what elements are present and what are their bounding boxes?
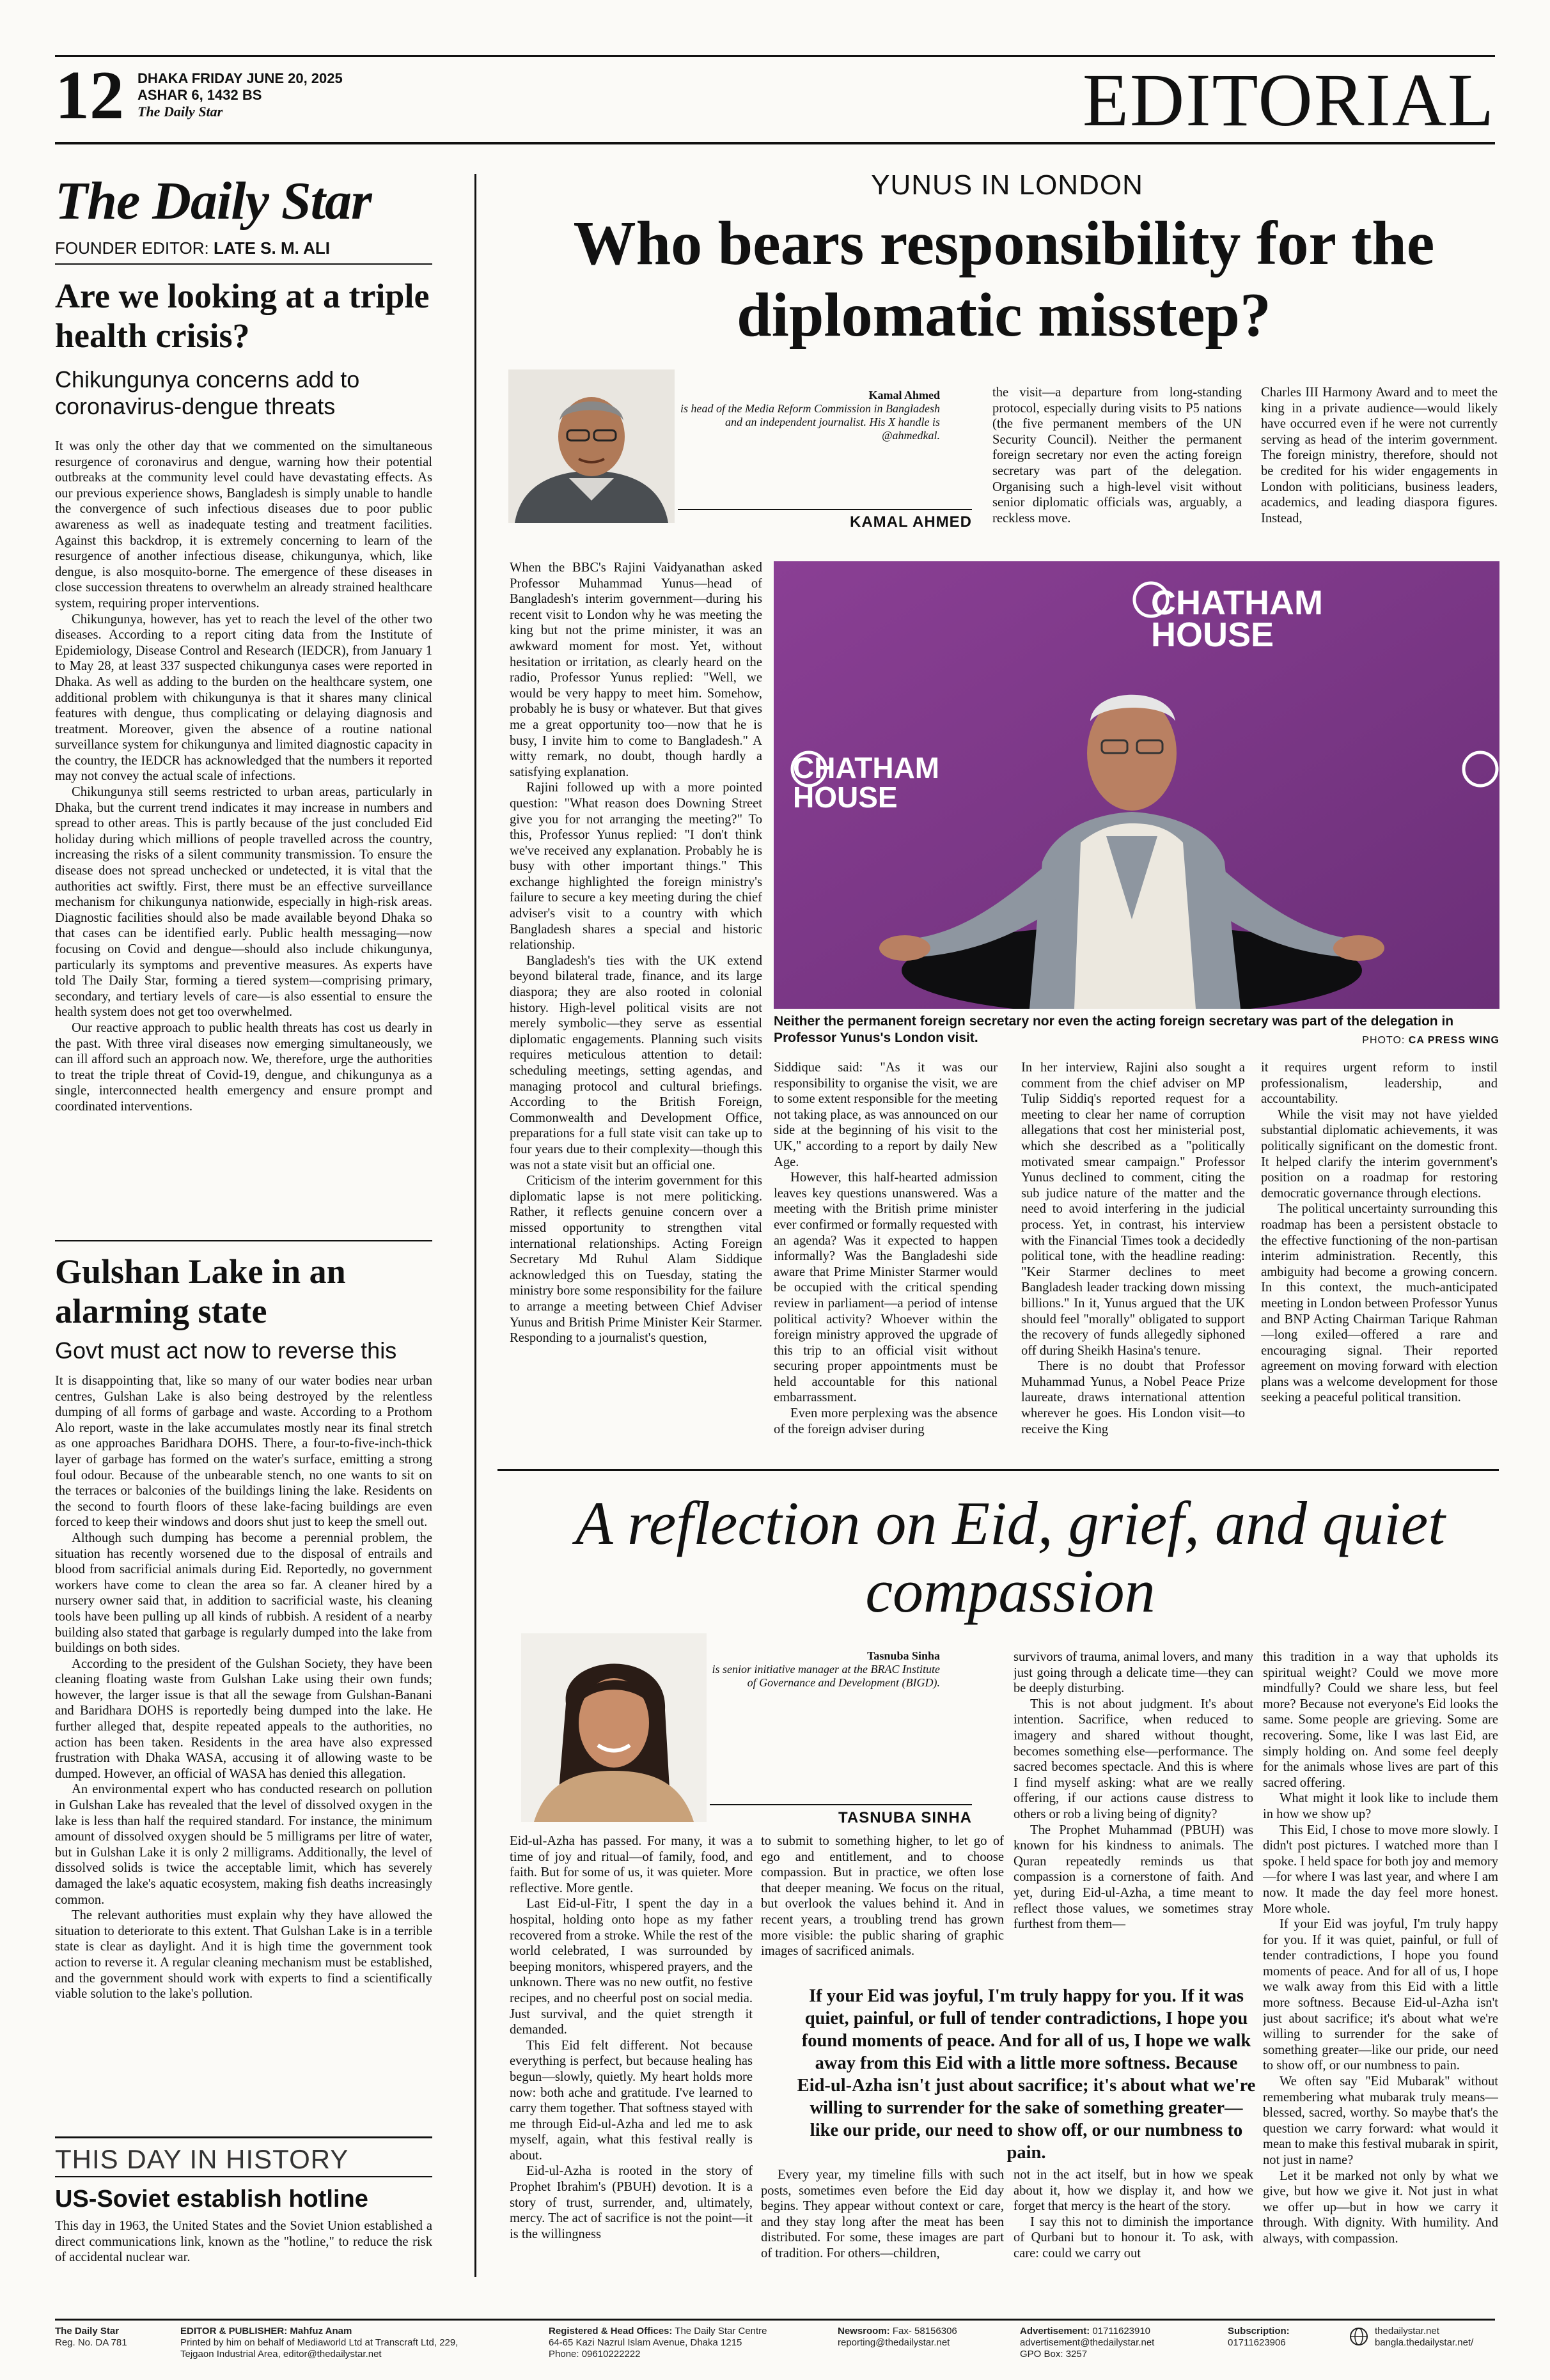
footer-rule (55, 2319, 1495, 2321)
paragraph: Even more perplexing was the absence of the foreign adviser during (774, 1406, 998, 1436)
paragraph: Every year, my timeline fills with such posts, sometimes even before the Eid day begins. They appear without context or care, and they stay long after the meat has been distributed. For some, these images are part of tradition. For others—children, (761, 2168, 1004, 2260)
article-2-col1 (510, 1833, 753, 2281)
article-1-col4 (1261, 1060, 1498, 1452)
column-divider (474, 174, 476, 2277)
founder-name: LATE S. M. ALI (214, 238, 330, 258)
divider (55, 2136, 432, 2138)
article-2-col4 (1263, 1649, 1498, 2281)
footer-subscription (1228, 2326, 1330, 2349)
paragraph: The relevant authorities must explain why they have allowed the situation to deteriorate to this extent. That Gulshan Lake is in a terrible state is clear as daylight. And it is high time the government took action to reverse it. A regular cleaning mechanism must be established, and the government should work with experts to find a scientifically viable solution to the lake's pollution. (55, 1908, 432, 2002)
editorial-1-headline: Are we looking at a triple health crisis? (55, 277, 430, 355)
footer-newsroom-email: reporting@thedailystar.net (838, 2337, 950, 2348)
article-2-headline: A reflection on Eid, grief, and quiet compassion (575, 1489, 1445, 1625)
paragraph: This Eid, I chose to move more slowly. I didn't post pictures. I watched more than I spoke. I held space for both joy and memory—for where I was last year, and where I am now. It made the day feel more honest. More whole. (1263, 1823, 1498, 1916)
author-name: Kamal Ahmed (868, 389, 940, 401)
this-day-headline: US-Soviet establish hotline (55, 2186, 368, 2213)
paragraph: Our reactive approach to public health threats has cost us dearly in the past. With three viral diseases now emerging simultaneously, we can ill afford such an approach now. We, therefore, urge the authorities to treat the triple threat of Covid-19, dengue, and chikungunya as a single, interconnected health emergency and ensure prompt and coordinated interventions. (55, 1020, 432, 1114)
byline-2: TASNUBA SINHA (838, 1809, 972, 1826)
footer-ad-gpo: GPO Box: 3257 (1020, 2349, 1088, 2360)
footer-office-name: The Daily Star Centre (675, 2326, 767, 2337)
byline-rule (678, 509, 972, 510)
paragraph: The Prophet Muhammad (PBUH) was known for his kindness to animals. The Quran repeatedly reminds us that compassion is a cornerstone of faith. And yet, during Eid-ul-Azha, a time meant to reflect those values, we sometimes stray furthest from them— (1014, 1823, 1253, 1932)
article-2-col2-bottom (761, 2167, 1004, 2281)
paragraph: Chikungunya still seems restricted to urban areas, particularly in Dhaka, but the current trend indicates it may increase in numbers and spread to other areas. This is partly because of the just concluded Eid holiday during which millions of people travelled across the country, increasing the risks of a silent community transmission. To ensure the disease does not spread unchecked or undetected, it is vital that the authorities act swiftly. First, there must be an effective surveillance mechanism for chikungunya nationwide, especially in high-risk areas. Diagnostic facilities should also be made available beyond Dhaka so that cases can be identified early. Public health messaging—now focusing on Covid and dengue—should also include chikungunya, particularly its symptoms and preventive measures. As experts have told The Daily Star, forming a tiered system—comprising primary, secondary, and tertiary levels of care—is also essential to ensure the health system does not get too overwhelmed. (55, 785, 432, 1020)
footer-web-2[interactable]: bangla.thedailystar.net/ (1375, 2337, 1474, 2348)
author-description: is head of the Media Reform Commission in Bangladesh and an independent journalist. His X handle is @ahmedkal. (680, 402, 940, 442)
author-photo-kamal-ahmed (508, 369, 675, 523)
paragraph: What might it look like to include them in how we show up? (1263, 1791, 1498, 1821)
photo-credit (1343, 1034, 1499, 1047)
paragraph: If your Eid was joyful, I'm truly happy for you. If it was quiet, painful, or full of tender contradictions, I hope you found moments of peace. And for all of us, I hope we walk away from this Eid with a little more softness. Because Eid-ul-Azha isn't just about sacrifice; it's about what we're willing to surrender for the sake of something greater—like our pride, our need to show off, or our numbness to pain. (1263, 1917, 1498, 2073)
footer-sub-label: Subscription: (1228, 2326, 1290, 2337)
paragraph: However, this half-hearted admission leaves key questions unanswered. Was a meeting with the British prime minister ever confirmed or formally requested with an agenda? Was it expected to happen informally? Was the Bangladeshi side aware that Prime Minister Starmer would be occupied with the critical spending review in parliament—a period of intense political activity? Whoever within the foreign ministry approved the upgrade of this trip to an official visit without securing proper appointments must be held accountable for this national embarrassment. (774, 1171, 998, 1405)
bangla-date: ASHAR 6, 1432 BS (137, 87, 262, 103)
paragraph: In her interview, Rajini also sought a comment from the chief adviser on MP Tulip Siddiq's reported request for a meeting to clear her name of corruption allegations that cost her ministerial post, which she described as a "politically motivated smear campaign." Professor Yunus declined to comment, citing the sub judice nature of the matter and the need to avoid interfering in the judicial process. Yet, in contrast, his interview with the Financial Times took a decidedly political tone, with the headline reading: "Keir Starmer declines to meet Bangladesh leader tracking down missing billions." In it, Yunus argued that the UK should feel "morally" obligated to support the recovery of funds allegedly siphoned off during Sheikh Hasina's tenure. (1021, 1061, 1245, 1358)
paragraph: Eid-ul-Azha is rooted in the story of Prophet Ibrahim's (PBUH) devotion. It is a story of trust, surrender, and, ultimately, mercy. The act of sacrifice is not the point—it is the willingness (510, 2164, 753, 2241)
footer-reg: Reg. No. DA 781 (55, 2337, 127, 2348)
paragraph: Criticism of the interim government for this diplomatic lapse is not mere politicking. Rather, it reflects genuine concern over a missed opportunity to strengthen vital international relationships. Acting Foreign Secretary Md Ruhul Alam Siddique acknowledged this on Tuesday, stating the ministry bore some responsibility for the failure to arrange a meeting between Chief Adviser Yunus and British Prime Minister Keir Starmer. Responding to a journalist's question, (510, 1174, 762, 1346)
footer-printed: Printed by him on behalf of Mediaworld Ltd at Transcraft Ltd, 229, (180, 2337, 458, 2348)
author-name: Tasnuba Sinha (867, 1649, 940, 1662)
editorial-2-subhead: Govt must act now to reverse this (55, 1337, 397, 1364)
byline-1: KAMAL AHMED (850, 513, 972, 531)
photo-credit-source: CA PRESS WING (1408, 1035, 1499, 1046)
footer-printed-2: Tejgaon Industrial Area, editor@thedailystar.net (180, 2349, 382, 2360)
article-1-col3 (1021, 1060, 1245, 1452)
article-1-top-col2 (992, 385, 1242, 545)
header-rule (55, 142, 1495, 144)
footer-editor-label: EDITOR & PUBLISHER: (180, 2326, 288, 2337)
date-block (137, 70, 343, 120)
paragraph: There is no doubt that Professor Muhammad Yunus, a Nobel Peace Prize laureate, draws international attention wherever he goes. His London visit—to receive the King (1021, 1359, 1245, 1436)
portrait-illustration (508, 369, 675, 523)
founder-rule (55, 263, 432, 265)
paragraph: It is disappointing that, like so many of our water bodies near urban centres, Gulshan Lake is also being destroyed by the relentless dumping of all forms of garbage and waste. According to a Prothom Alo report, waste in the lake accumulates mostly near its final stretch as one approaches Baridhara DOHS. There, a four-to-five-inch-thick layer of garbage has formed on the water's surface, emitting a strong foul odour. Because of the unbearable stench, no one wants to sit on the terraces or balconies of the buildings lining the lake. Residents on the second to fourth floors of these lake-facing buildings are even forced to keep their windows and doors shut just to keep the smell out. (55, 1374, 432, 1530)
footer-web (1375, 2326, 1496, 2349)
byline-rule (710, 1804, 972, 1805)
paragraph: While the visit may not have yielded substantial diplomatic achievements, it was politically significant on the domestic front. It helped clarify the interim government's position on a roadmap for restoring democratic governance through elections. (1261, 1107, 1498, 1201)
footer-advertisement (1020, 2326, 1212, 2360)
paragraph: I say this not to diminish the importance of Qurbani but to honour it. To ask, with care: could we carry out (1014, 2214, 1253, 2260)
paragraph: Charles III Harmony Award and to meet the king in a private audience—would likely have occurred even if he were not currently serving as head of the interim government. The foreign ministry, therefore, should not be credited for his wider engagements in London with politicians, business leaders, academics, and leading diaspora figures. Instead, (1261, 385, 1498, 525)
founder-label: FOUNDER EDITOR: (55, 238, 209, 258)
footer-office-label: Registered & Head Offices: (549, 2326, 673, 2337)
this-day-title: THIS DAY IN HISTORY (55, 2144, 349, 2174)
article-divider (497, 1469, 1499, 1471)
article-1-headline: Who bears responsibility for the diplomatic misstep? (573, 209, 1435, 350)
paragraph: The political uncertainty surrounding this roadmap has been a persistent obstacle to the effective functioning of the non-partisan interim administration. Recently, this ambiguity had become a growing concern. In this context, the much-anticipated meeting in London between Professor Yunus and BNP Acting Chairman Tarique Rahman—long exiled—offered a rare and encouraging signal. Their reported agreement on moving forward with election plans was a welcome development for those seeking a peaceful political transition. (1261, 1202, 1498, 1405)
paragraph: Bangladesh's ties with the UK extend beyond bilateral trade, finance, and its large diaspora; they are also rooted in colonial history. High-level political visits are not merely symbolic—they serve as essential diplomatic engagements. Planning such visits requires meticulous attention to detail: scheduling meetings, setting agendas, and managing protocol and cultural briefings. According to the British Foreign, Commonwealth and Development Office, preparations for a full state visit can take up to four years due to their complexity—though this was not a state visit but an official one. (510, 953, 762, 1172)
paragraph: Siddique said: "As it was our responsibility to organise the visit, we are to some extent responsible for the meeting not taking place, as was announced on our side at the beginning of his visit to the UK," according to a report by daily New Age. (774, 1061, 998, 1169)
divider (55, 1240, 432, 1241)
footer-office-address: 64-65 Kazi Nazrul Islam Avenue, Dhaka 1215 (549, 2337, 742, 2348)
masthead-logo: The Daily Star (55, 171, 372, 231)
paragraph: This day in 1963, the United States and the Soviet Union established a direct communications link, known as the "hotline," to reduce the risk of accidental nuclear war. (55, 2219, 432, 2265)
footer-phone: Phone: 09610222222 (549, 2349, 641, 2360)
header-brand: The Daily Star (137, 104, 223, 120)
footer-editor-name: Mahfuz Anam (290, 2326, 352, 2337)
paragraph: An environmental expert who has conducted research on pollution in Gulshan Lake has revealed that the level of dissolved oxygen in the lake is less than half the required standard. For instance, the minimum amount of dissolved oxygen should be 5 milligrams per litre of water, but in Gulshan Lake it is only 2 milligrams. Additionally, the level of dissolved solids is twice the acceptable limit, which has severely damaged the lake's aquatic ecosystem, making fish deaths increasingly common. (55, 1782, 432, 1907)
divider (55, 2176, 432, 2177)
founder-line (55, 238, 330, 258)
paragraph: Although such dumping has become a perennial problem, the situation has recently worsened due to the disposal of entrails and blood from sacrificial animals during Eid. Reportedly, no government workers have come to clean the area so far. A cleaner hired by a nursery owner said that, in addition to sacrificial waste, his cleaning tools have been pulling up all kinds of rubbish. A resident of a nearby building also stated that garbage is regularly dumped into the lake from buildings on both sides. (55, 1530, 432, 1656)
paragraph: Rajini followed up with a more pointed question: "What reason does Downing Street give you for not arranging the meeting?" To this, Professor Yunus replied: "I don't think we've received any explanation. Probably he is busy with other important things." This exchange highlighted the foreign ministry's failure to secure a key meeting during the chief adviser's visit to a country with which Bangladesh shares a special and historic relationship. (510, 781, 762, 953)
editorial-2-headline: Gulshan Lake in an alarming state (55, 1252, 346, 1330)
footer-newsroom-fax: Fax- 58156306 (892, 2326, 957, 2337)
paragraph: Last Eid-ul-Fitr, I spent the day in a hospital, holding onto hope as my father recovered from a stroke. While the rest of the world celebrated, I was surrounded by beeping monitors, whispered prayers, and the unknown. There was no new outfit, no festive recipes, and no cheerful post on social media. Just survival, and the quiet strength it demanded. (510, 1897, 753, 2037)
paragraph: This Eid felt different. Not because everything is perfect, but because healing has begun—slowly, quietly. My heart holds more now: both ache and gratitude. I've learned to carry them together. That softness stayed with me through Eid-ul-Azha and led me to ask myself, again, what this festival really is about. (510, 2038, 753, 2163)
photo-credit-label: PHOTO: (1362, 1035, 1405, 1046)
footer-office (549, 2326, 804, 2360)
date-line: DHAKA FRIDAY JUNE 20, 2025 (137, 70, 343, 86)
paragraph: When the BBC's Rajini Vaidyanathan asked Professor Muhammad Yunus—head of Bangladesh's interim government—during his recent visit to London why he was meeting the king but not the prime minister, it was an awkward moment for most. Yet, without hesitation or irritation, as clearly heard on the radio, Professor Yunus replied: "Well, we would be very happy to meet him. Somehow, probably he is busy or whatever. But that gives me a great opportunity too—now that he is busy, I invite him to come to Bangladesh." A witty remark, no doubt, though hardly a satisfying explanation. (510, 561, 762, 779)
editorial-1-body (55, 439, 432, 1229)
paragraph: the visit—a departure from long-standing protocol, especially during visits to P5 nations (the five permanent members of the UN Security Council). Neither the permanent foreign secretary nor even the acting foreign secretary was part of the delegation. Organising such a high-level visit without senior diplomatic officials was, arguably, a reckless move. (992, 385, 1242, 525)
article-1-col2 (774, 1060, 998, 1452)
article-1-top-col3 (1261, 385, 1498, 545)
editorial-1-subhead: Chikungunya concerns add to coronavirus-dengue threats (55, 366, 360, 419)
footer-ad-label: Advertisement: (1020, 2326, 1090, 2337)
photo-sign-left: CHATHAM HOUSE (793, 751, 940, 814)
paragraph: Eid-ul-Azha has passed. For many, it was a time of joy and ritual—of family, food, and faith. But for some of us, it was quieter. More reflective. More gentle. (510, 1834, 753, 1895)
footer-newsroom (838, 2326, 1004, 2349)
globe-icon (1349, 2327, 1368, 2346)
footer-web-1[interactable]: thedailystar.net (1375, 2326, 1439, 2337)
article-1-kicker: YUNUS IN LONDON (871, 169, 1143, 201)
footer-newsroom-label: Newsroom: (838, 2326, 890, 2337)
page-number: 12 (55, 58, 124, 134)
paragraph: Let it be marked not only by what we give, but how we give it. Not just in what we offer up—but in how we carry it through. With dignity. With humility. And always, with compassion. (1263, 2168, 1498, 2246)
main-photo (774, 561, 1499, 1009)
author-bio-2 (710, 1649, 940, 1690)
paragraph: According to the president of the Gulshan Society, they have been cleaning floating waste from Gulshan Lake using their own funds; however, the larger issue is that all the sewage from Gulshan-Banani and Baridhara DOHS is reportedly being dumped into the lake. He further alleged that, despite repeated appeals to the authorities, no action has been taken. Residents in the area have also expressed frustration with Dhaka WASA, accusing it of allowing waste to be dumped. However, an official of WASA has denied this allegation. (55, 1656, 432, 1781)
paragraph: not in the act itself, but in how we speak about it, how we display it, and how we forget that mercy is the heart of the story. (1014, 2168, 1253, 2214)
article-2-col3-top (1014, 1649, 1253, 1969)
portrait-illustration (521, 1633, 707, 1822)
article-1-col1 (510, 560, 762, 1452)
paragraph: This is not about judgment. It's about intention. Sacrifice, when reduced to imagery and shared without thought, becomes something else—performance. The sacred becomes spectacle. And this is where I find myself asking: what are we really offering, if our actions cause distress to others or rob a living being of dignity? (1014, 1697, 1253, 1821)
paragraph: to submit to something higher, to let go of ego and entitlement, and to choose compassion. But in practice, we often lose that deeper meaning. We focus on the ritual, but overlook the values behind it. And in recent years, a troubling trend has grown more visible: the public sharing of graphic images of sacrificed animals. (761, 1834, 1004, 1959)
this-day-body (55, 2218, 432, 2269)
paragraph: survivors of trauma, animal lovers, and many just going through a delicate time—they can be deeply disturbing. (1014, 1650, 1253, 1696)
section-title: EDITORIAL (1082, 58, 1495, 142)
paragraph: It was only the other day that we commented on the simultaneous resurgence of coronavirus and dengue, warning how their potential outbreaks at the community level could have devastating effects. As our previous experience shows, Bangladesh is simply unable to handle the convergence of such infectious diseases due to poor public awareness as well as inadequate testing and treatment facilities. Against this backdrop, it is extremely concerning to learn of the resurgence of another infectious disease, chikungunya, which, like dengue, is also mosquito-borne. The emergence of these diseases in close succession threatens to overwhelm an already strained healthcare system, requiring proper interventions. (55, 439, 432, 611)
footer-sub-phone: 01711623906 (1228, 2337, 1286, 2348)
top-rule (55, 55, 1495, 57)
paragraph: Chikungunya, however, has yet to reach the level of the other two diseases. According to a report citing data from the Institute of Epidemiology, Disease Control and Research (IEDCR), from January 1 to May 28, at least 337 suspected chikungunya cases were reported in Dhaka. As well as adding to the burden on the healthcare system, one additional problem with chikungunya is that it shares many clinical features with dengue, thus complicating or delaying diagnosis and treatment. Moreover, given the absence of a routine national surveillance system for chikungunya and limited diagnostic capacity in the country, the IEDCR has acknowledged that the numbers it reported may not convey the actual scale of infections. (55, 612, 432, 784)
paragraph: this tradition in a way that upholds its spiritual weight? Could we move more mindfully? Could we share less, but feel more? Because not everyone's Eid looks the same. Some people are grieving. Some are recovering. Some, like I was last Eid, are simply holding on. And some feel deeply for the animals whose lives are part of this sacred offering. (1263, 1650, 1498, 1790)
author-bio-1 (678, 389, 940, 442)
author-description: is senior initiative manager at the BRAC Institute of Governance and Development (BIGD). (712, 1663, 940, 1689)
footer-paper-name: The Daily Star (55, 2326, 120, 2337)
footer-ad-phone: 01711623910 (1092, 2326, 1151, 2337)
footer-ad-email: advertisement@thedailystar.net (1020, 2337, 1155, 2348)
article-2-col3-bottom (1014, 2167, 1253, 2281)
article-2-col2-top (761, 1833, 1004, 1966)
pull-quote: If your Eid was joyful, I'm truly happy for you. If it was quiet, painful, or full of tender contradictions, I hope you found moments of peace. And for all of us, I hope we walk away from this Eid with a little more softness. Because Eid-ul-Azha isn't just about sacrifice; it's about what we're willing to surrender for the sake of something greater—like our pride, our need to show off, or our numbness to pain. (797, 1986, 1256, 2163)
footer-editor (180, 2326, 513, 2360)
editorial-2-body (55, 1373, 432, 2125)
author-photo-tasnuba-sinha (521, 1633, 707, 1822)
paragraph: it requires urgent reform to instil professionalism, leadership, and accountability. (1261, 1061, 1498, 1107)
photo-caption: Neither the permanent foreign secretary nor even the acting foreign secretary was part of the delegation in Professor Yunus's London visit. (774, 1014, 1454, 1045)
footer-paper (55, 2326, 170, 2349)
photo-sign-top: CHATHAM HOUSE (1151, 584, 1323, 654)
paragraph: We often say "Eid Mubarak" without remembering what mubarak truly means—blessed, sacred, worthy. So maybe that's the question we carry forward: what would it mean to make this festival mubarak in spirit, not just in name? (1263, 2074, 1498, 2167)
